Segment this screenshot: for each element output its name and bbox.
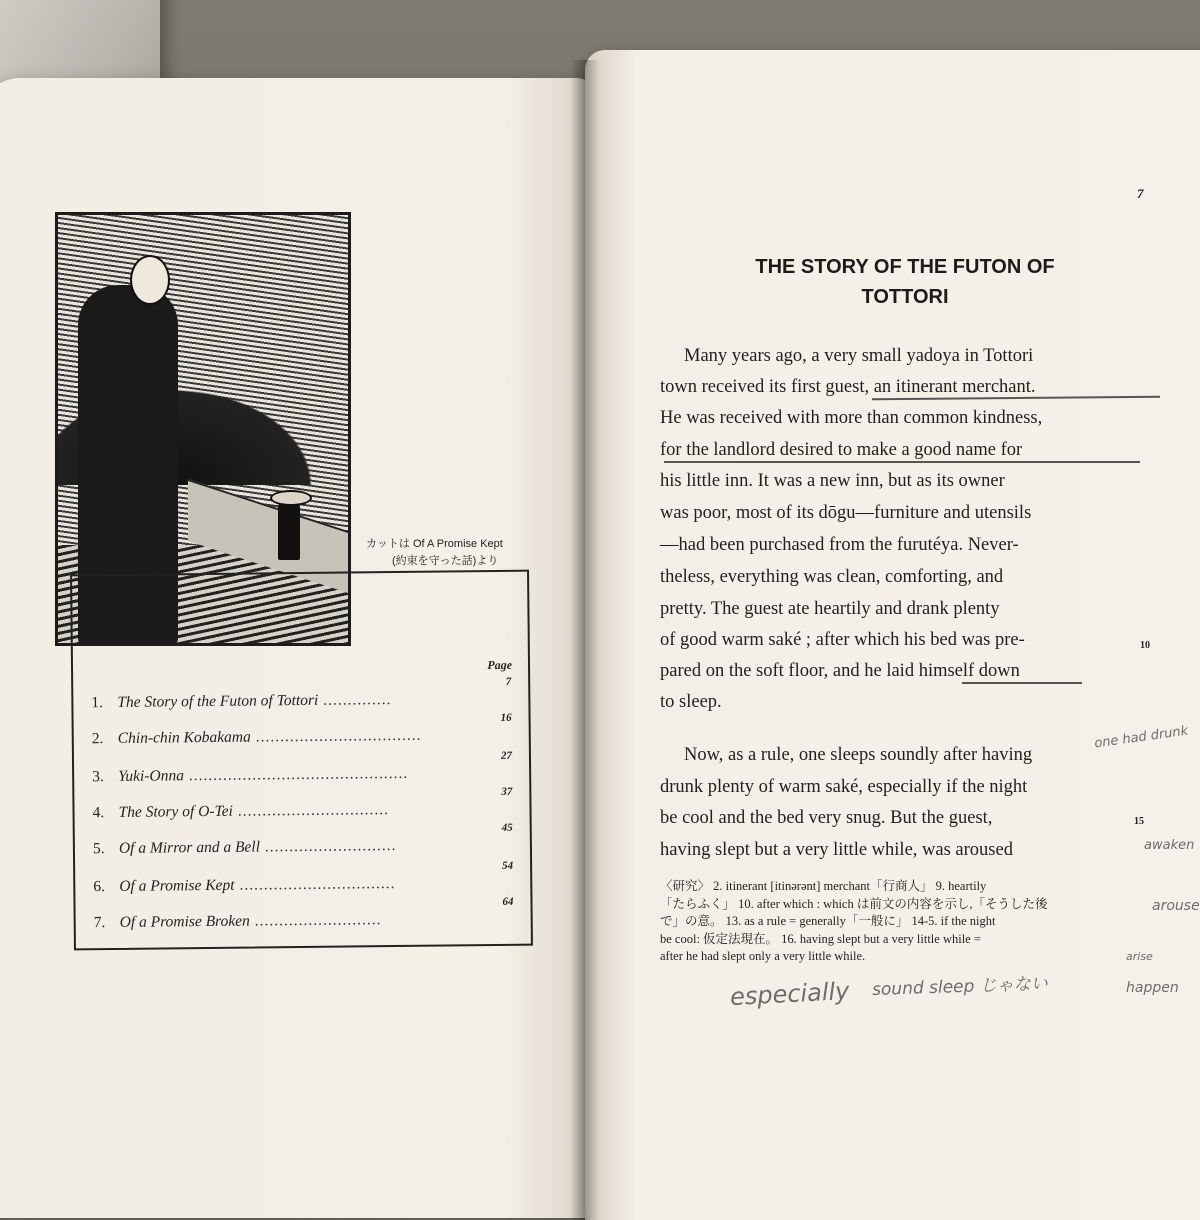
handwritten-note: arise bbox=[1126, 950, 1153, 963]
body-line: Now, as a rule, one sleeps soundly after having bbox=[684, 745, 1033, 765]
handwritten-note: especially bbox=[729, 976, 851, 1012]
table-of-contents bbox=[70, 570, 533, 951]
toc-entry: 6. Of a Promise Kept ................................ 54 bbox=[93, 859, 514, 896]
handwritten-note: one had drunk bbox=[1093, 723, 1190, 752]
story-title bbox=[650, 252, 1160, 312]
body-line: —had been purchased from the furutéya. Never- bbox=[660, 535, 1019, 555]
toc-entry: 5. Of a Mirror and a Bell ........................... 45 bbox=[92, 821, 513, 858]
line-marker: 15 bbox=[1134, 816, 1144, 827]
toc-entry: 1. The Story of the Futon of Tottori .............. 7 bbox=[91, 675, 512, 712]
toc-entry: 2. Chin-chin Kobakama .................................. 16 bbox=[91, 711, 512, 748]
handwritten-note: happen bbox=[1126, 980, 1179, 996]
toc-entry: 7. Of a Promise Broken .......................... 64 bbox=[93, 895, 514, 932]
body-line: was poor, most of its dōgu—furniture and utensils bbox=[660, 503, 1032, 523]
story-title-line-2: TOTTORI bbox=[861, 286, 949, 308]
body-line: be cool and the bed very snug. But the guest, bbox=[660, 808, 993, 828]
body-line: his little inn. It was a new inn, but as its owner bbox=[660, 471, 1005, 491]
body-line: having slept but a very little while, was aroused bbox=[660, 840, 1013, 860]
body-line: drunk plenty of warm saké, especially if the night bbox=[660, 777, 1028, 797]
story-title-line-1: THE STORY OF THE FUTON OF bbox=[755, 256, 1055, 278]
toc-entry: 3. Yuki-Onna ............................................. 27 bbox=[92, 749, 513, 786]
body-line: to sleep. bbox=[660, 692, 722, 712]
line-marker: 10 bbox=[1140, 640, 1150, 651]
handwritten-note: sound sleep じゃない bbox=[871, 973, 1049, 1001]
note-line: で」の意。 13. as a rule = generally「一般に」 14-5. if the night bbox=[660, 914, 996, 928]
toc-heading: Page bbox=[487, 657, 513, 673]
note-line: after he had slept only a very little while. bbox=[660, 949, 866, 963]
illustration-caption-1: カットは Of A Promise Kept bbox=[366, 538, 503, 550]
note-line: 「たらふく」 10. after which : which は前文の内容を示し,「そうした後 bbox=[660, 896, 1048, 911]
illustration-walker bbox=[278, 500, 300, 560]
note-line: be cool: 仮定法現在。 16. having slept but a very little while = bbox=[660, 931, 981, 946]
body-line: for the landlord desired to make a good name for bbox=[660, 440, 1023, 460]
toc-entry: 4. The Story of O-Tei ............................... 37 bbox=[92, 785, 513, 822]
body-line: He was received with more than common kindness, bbox=[660, 408, 1043, 428]
pencil-underline bbox=[664, 461, 1140, 463]
book-gutter bbox=[570, 60, 600, 1220]
pencil-underline bbox=[962, 682, 1082, 684]
page-number: 7 bbox=[1137, 186, 1144, 201]
study-notes bbox=[660, 878, 1135, 966]
handwritten-note: arouse bbox=[1152, 898, 1200, 914]
body-line: Many years ago, a very small yadoya in Tottori bbox=[684, 346, 1034, 366]
handwritten-note: awaken bbox=[1144, 838, 1195, 853]
illustration-caption-2: (約束を守った話)より bbox=[392, 555, 499, 567]
body-line: theless, everything was clean, comforting, and bbox=[660, 567, 1004, 587]
note-line: 〈研究〉 2. itinerant [itinərənt] merchant「行商人」 9. heartily bbox=[660, 879, 987, 893]
body-line: town received its first guest, an itinerant merchant. bbox=[660, 377, 1036, 397]
body-line: of good warm saké ; after which his bed was pre- bbox=[660, 630, 1025, 650]
body-line: pretty. The guest ate heartily and drank plenty bbox=[660, 599, 1000, 619]
body-line: pared on the soft floor, and he laid himself down bbox=[660, 661, 1020, 681]
